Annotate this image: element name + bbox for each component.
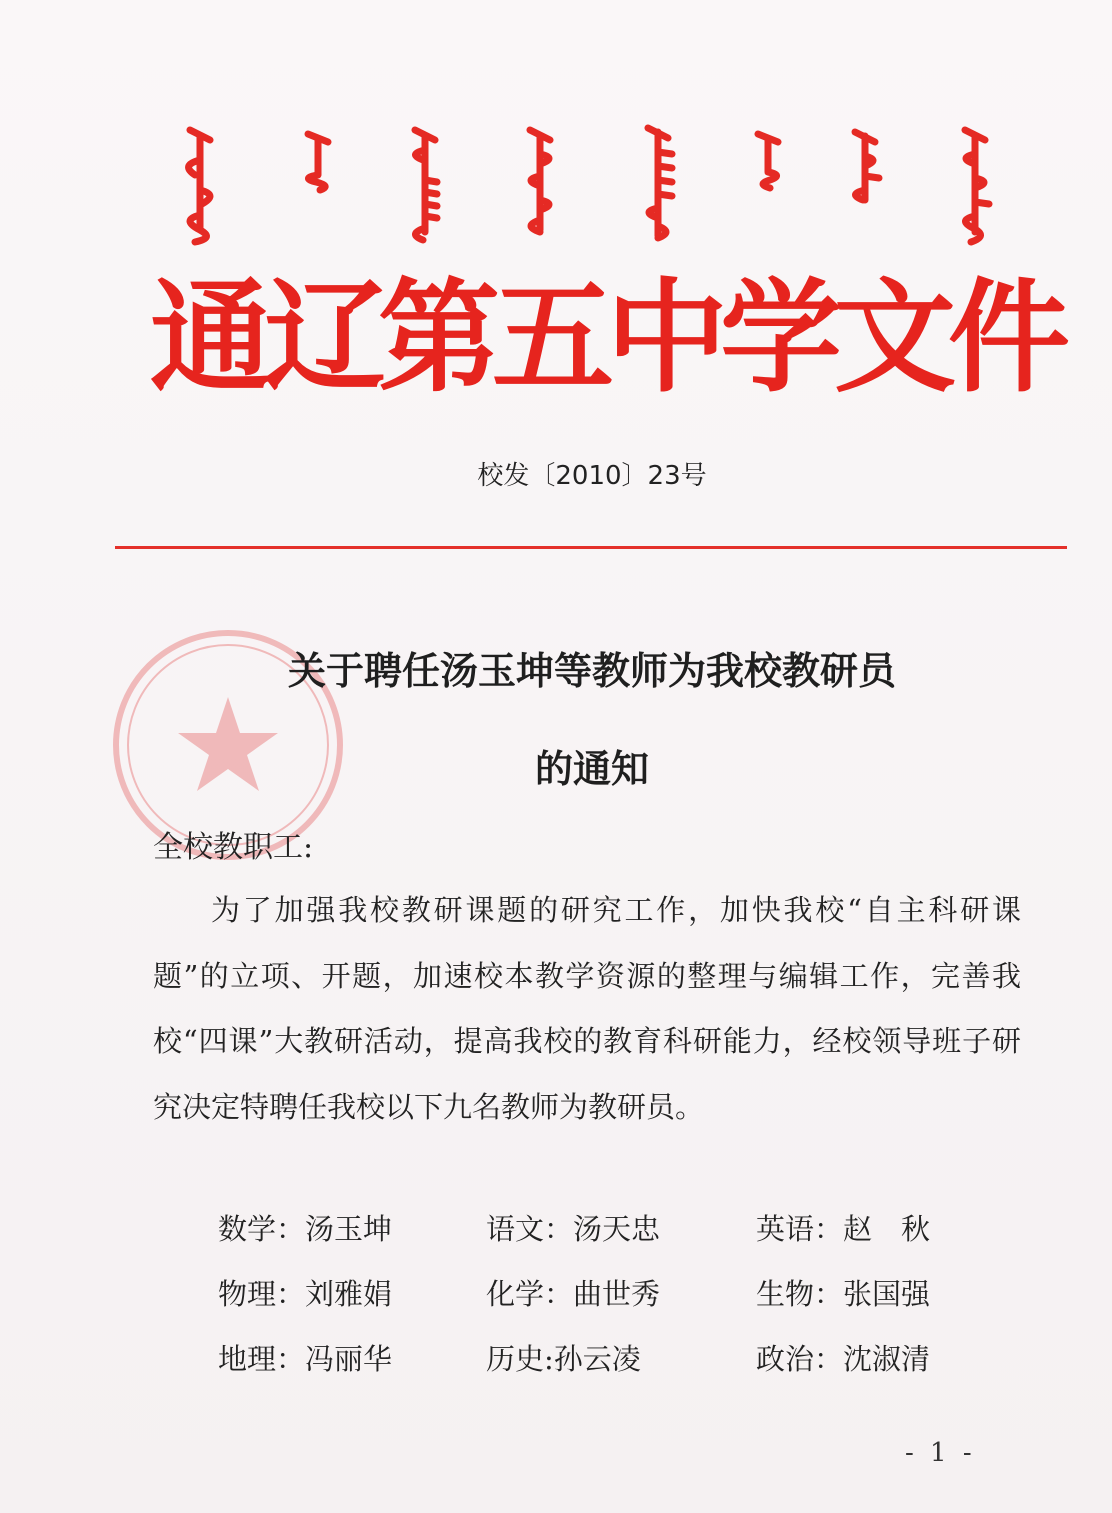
mongolian-glyph bbox=[510, 120, 570, 250]
roster-entry: 语文：汤天忠 bbox=[486, 1212, 661, 1246]
document-number: 校发〔2010〕23号 bbox=[477, 461, 707, 491]
roster-entry: 政治：沈淑清 bbox=[756, 1342, 931, 1376]
notice-body-paragraph: 为了加强我校教研课题的研究工作，加快我校“自主科研课题”的立项、开题，加速校本教学资源的整理与编辑工作，完善我校“四课”大教研活动，提高我校的教育科研能力，经校领导班子研究决定特聘任我校以下九名教师为教研员。 bbox=[153, 893, 1021, 1124]
mongolian-glyph bbox=[395, 120, 455, 250]
salutation: 全校教职工: bbox=[153, 830, 314, 865]
roster-row bbox=[218, 1207, 1018, 1272]
roster-entry: 化学：曲世秀 bbox=[486, 1277, 661, 1311]
roster-entry: 生物：张国强 bbox=[756, 1277, 931, 1311]
mongolian-header-logo bbox=[170, 120, 1030, 250]
red-divider-line bbox=[115, 546, 1067, 549]
mongolian-glyph bbox=[945, 120, 1005, 250]
mongolian-glyph bbox=[835, 120, 895, 250]
mongolian-glyph bbox=[740, 120, 800, 250]
roster-entry: 物理：刘雅娟 bbox=[218, 1277, 393, 1311]
mongolian-glyph bbox=[628, 120, 688, 250]
roster-row bbox=[218, 1272, 1018, 1337]
roster-entry: 英语：赵 秋 bbox=[756, 1212, 931, 1246]
roster-row bbox=[218, 1337, 1018, 1402]
page-number: - 1 - bbox=[905, 1438, 976, 1468]
mongolian-glyph bbox=[290, 120, 350, 250]
document-header-title: 通辽第五中学文件 bbox=[150, 265, 1062, 409]
roster-entry: 数学：汤玉坤 bbox=[218, 1212, 393, 1246]
teacher-roster bbox=[218, 1207, 1018, 1402]
notice-title-line-1: 关于聘任汤玉坤等教师为我校教研员 bbox=[287, 648, 896, 693]
roster-entry: 历史:孙云凌 bbox=[486, 1342, 641, 1376]
notice-title-line-2: 的通知 bbox=[534, 746, 649, 791]
roster-entry: 地理：冯丽华 bbox=[218, 1342, 393, 1376]
mongolian-glyph bbox=[170, 120, 230, 250]
